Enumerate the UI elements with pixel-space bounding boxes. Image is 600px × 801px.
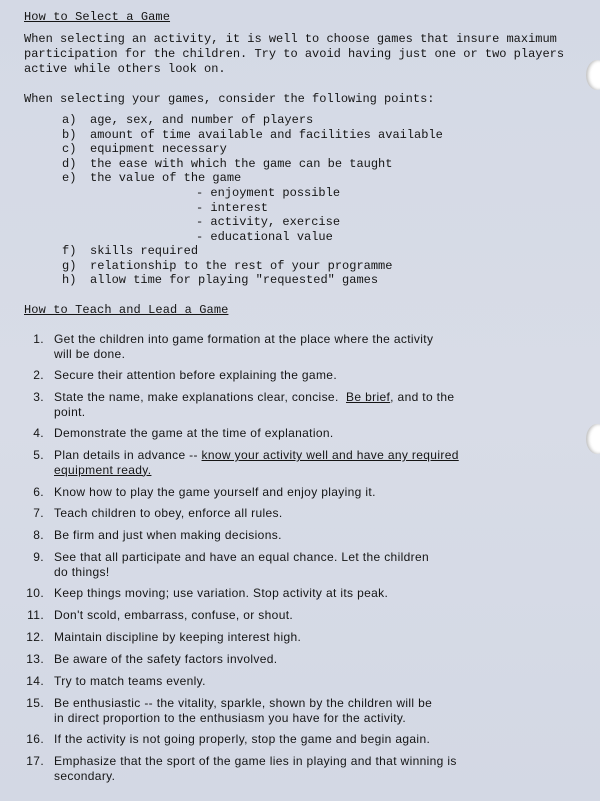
item-label: d) [62,156,77,171]
item-text [54,674,586,689]
item-text [54,754,586,783]
item-number: 10. [26,586,44,600]
item-line: in direct proportion to the enthusiasm you have for the activity. [54,710,407,725]
item-number: 15. [26,696,44,710]
item-text [54,332,586,361]
item-line: Get the children into game formation at the place where the activity [54,332,434,346]
item-label: g) [62,258,77,273]
item-text [54,390,586,419]
item-number: 5. [33,448,44,462]
item-text [54,696,586,725]
item-number: 6. [33,485,44,499]
item-line: Be firm and just when making decisions. [54,528,282,542]
item-text: age, sex, and number of players [90,113,314,127]
item-text: allow time for playing "requested" games [90,273,379,287]
item-line: Be aware of the safety factors involved. [54,652,278,666]
item-line: point. [54,404,86,419]
item-number: 12. [26,630,44,644]
item-line: Try to match teams evenly. [54,674,206,688]
points-list-a-e [62,113,443,186]
item-text [54,630,586,645]
emphasis-text: know your activity well and have any required [201,448,459,462]
item-line: will be done. [54,346,126,361]
item-number: 8. [33,528,44,542]
item-line: Be enthusiastic -- the vitality, sparkle, shown by the children will be [54,696,433,710]
item-label: e) [62,171,77,185]
item-text: the value of the game [90,171,242,185]
item-text [54,506,586,521]
item-text [54,586,586,601]
text-segment: , and to the [390,390,455,404]
item-line: Know how to play the game yourself and enjoy playing it. [54,485,376,499]
item-line: secondary. [54,768,116,783]
list-item [62,128,443,143]
item-line [54,448,586,463]
item-text [54,368,586,383]
item-line: do things! [54,564,110,579]
binder-hole [586,60,600,90]
list-item [62,113,443,128]
intro-line: active while others look on. [24,62,226,76]
item-number: 7. [33,506,44,520]
item-line: Don't scold, embarrass, confuse, or shout. [54,608,294,622]
item-text [54,732,586,747]
item-text: skills required [90,244,199,258]
binder-hole [586,424,600,454]
item-label: c) [62,142,77,156]
item-number: 1. [33,332,44,346]
item-text [54,528,586,543]
item-line: Maintain discipline by keeping interest high. [54,630,302,644]
intro-line: When selecting an activity, it is well to choose games that insure maximum [24,32,557,46]
item-line: See that all participate and have an equal chance. Let the children [54,550,430,564]
item-number: 3. [33,390,44,404]
item-text: amount of time available and facilities available [90,127,443,142]
item-text: equipment necessary [90,142,227,156]
item-line: Demonstrate the game at the time of explanation. [54,426,334,440]
text-segment: Plan details in advance -- [54,448,202,462]
intro-line: participation for the children. Try to avoid having just one or two players [24,47,565,61]
select-game-heading: How to Select a Game [24,10,171,24]
subpoint: - educational value [196,229,333,244]
item-line: Keep things moving; use variation. Stop activity at its peak. [54,586,389,600]
item-label: f) [62,244,77,258]
item-number: 9. [33,550,44,564]
item-number: 13. [26,652,44,666]
item-line: Secure their attention before explaining the game. [54,368,338,382]
item-label: b) [62,127,77,142]
emphasis-text: Be brief [346,390,391,404]
item-number: 14. [26,674,44,688]
points-list-f-h [62,244,392,288]
item-number: 16. [26,732,44,746]
teach-game-heading: How to Teach and Lead a Game [24,303,229,317]
item-text [54,448,586,477]
emphasis-text: equipment ready. [54,462,152,477]
item-text [54,485,586,500]
item-text [54,608,586,623]
list-item [62,273,392,288]
item-line: Teach children to obey, enforce all rules. [54,506,283,520]
points-intro: When selecting your games, consider the following points: [24,92,435,106]
list-item [62,259,392,274]
value-subpoints [196,186,340,244]
item-number: 2. [33,368,44,382]
item-text: the ease with which the game can be taught [90,156,393,171]
item-number: 4. [33,426,44,440]
intro-paragraph [24,32,564,77]
subpoint: - interest [196,200,269,215]
item-number: 17. [26,754,44,768]
item-line [54,463,586,478]
subpoint: - activity, exercise [196,215,341,229]
subpoint: - enjoyment possible [196,186,341,200]
item-label: h) [62,273,77,287]
item-label: a) [62,113,77,127]
list-item [62,142,443,157]
list-item [62,157,443,172]
item-line [54,390,586,405]
item-text [54,426,586,441]
item-number: 11. [27,608,44,622]
list-item [62,171,443,186]
item-text [54,652,586,667]
item-line: Emphasize that the sport of the game lies in playing and that winning is [54,754,457,768]
item-text [54,550,586,579]
item-line: If the activity is not going properly, stop the game and begin again. [54,732,431,746]
item-text: relationship to the rest of your programme [90,258,393,273]
list-item [62,244,392,259]
text-segment: State the name, make explanations clear, concise. [54,390,347,404]
